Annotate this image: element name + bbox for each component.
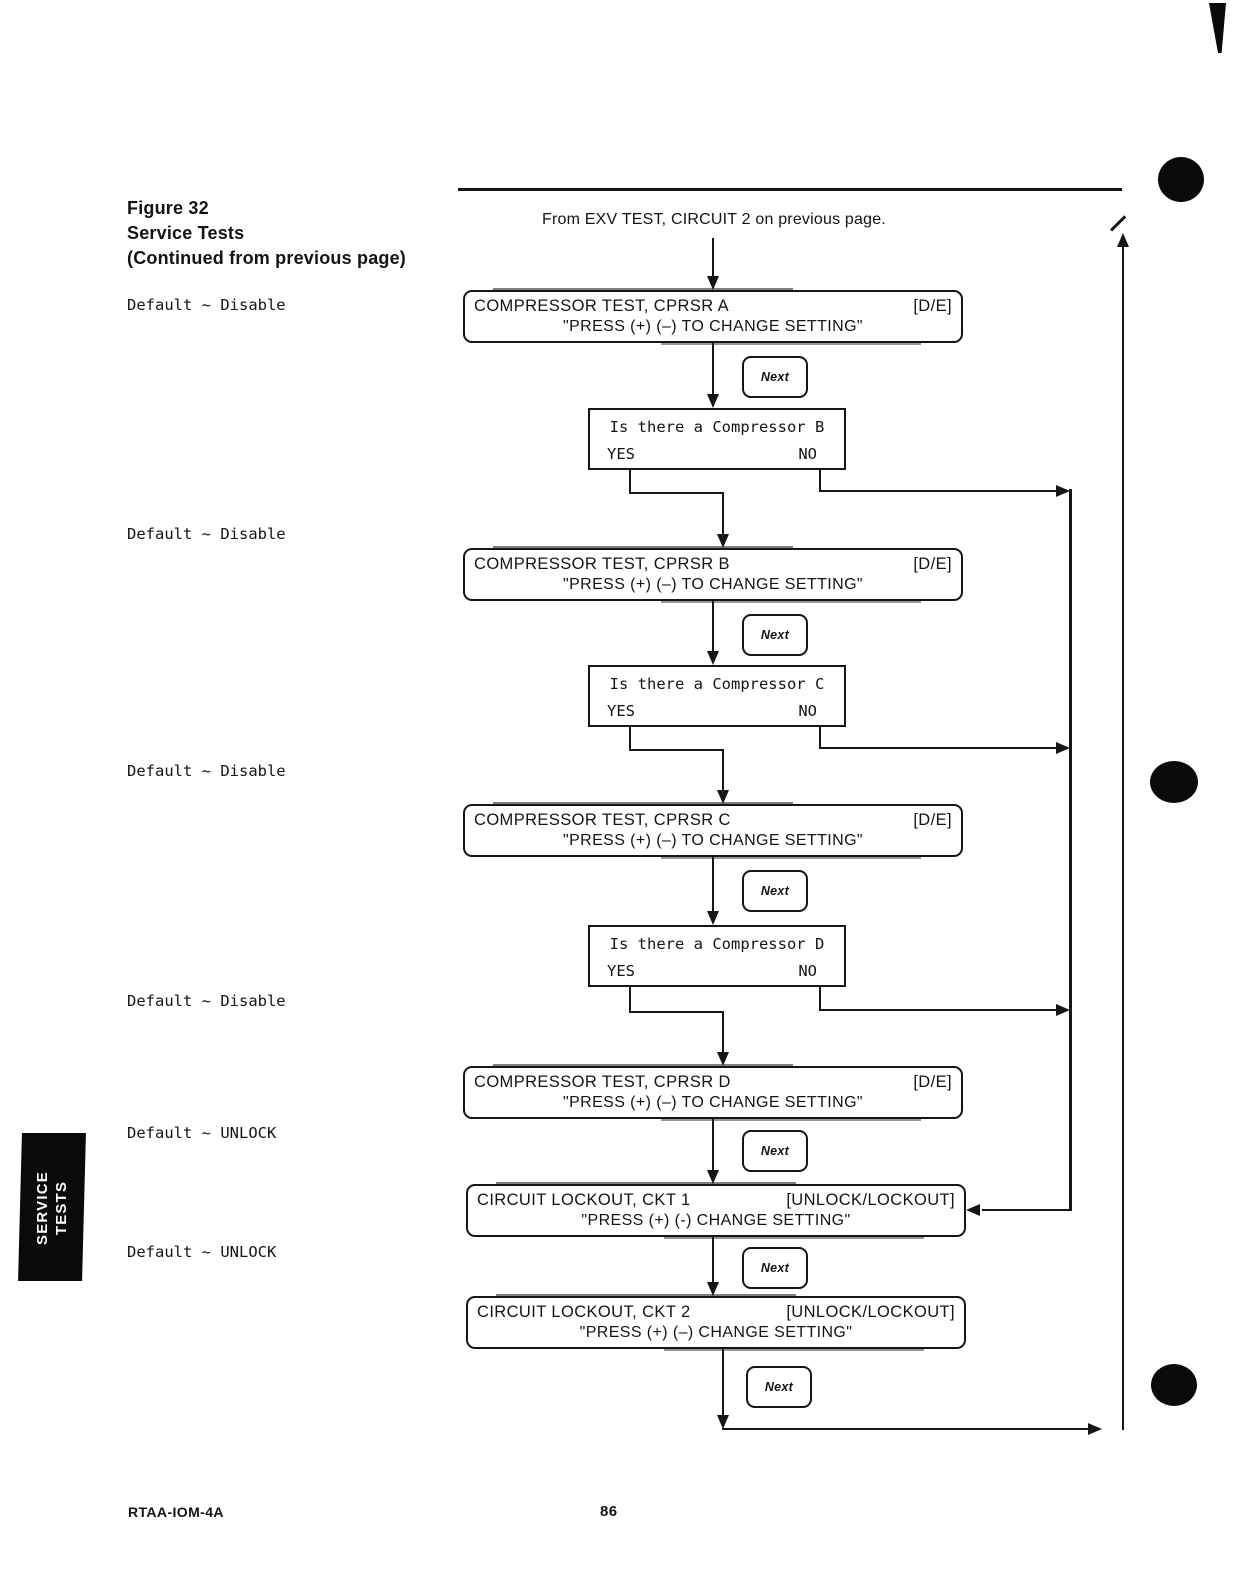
box-tag: [D/E] <box>913 811 952 829</box>
top-rule <box>458 188 1122 191</box>
box-tag: [D/E] <box>913 1073 952 1091</box>
decision-question: Is there a Compressor D <box>609 935 825 953</box>
arrow-down-icon <box>707 911 719 925</box>
box-title: COMPRESSOR TEST, CPRSR B <box>474 555 730 573</box>
box-tag: [D/E] <box>913 297 952 315</box>
scan-corner-artifact <box>1206 3 1226 53</box>
box-tag: [UNLOCK/LOCKOUT] <box>786 1191 955 1209</box>
flow-line <box>712 857 714 911</box>
binder-hole <box>1158 157 1204 202</box>
document-id: RTAA-IOM-4A <box>128 1504 224 1520</box>
arrow-right-icon <box>1088 1423 1102 1435</box>
arrow-down-icon <box>707 394 719 408</box>
box-subtitle: "PRESS (+) (–) TO CHANGE SETTING" <box>562 318 863 335</box>
box-subtitle: "PRESS (+) (–) CHANGE SETTING" <box>579 1324 853 1341</box>
no-label: NO <box>798 962 817 980</box>
flow-line <box>712 1119 714 1170</box>
yes-label: YES <box>607 445 635 463</box>
box-subtitle: "PRESS (+) (–) TO CHANGE SETTING" <box>562 1094 863 1111</box>
flow-line <box>712 343 714 395</box>
arrow-right-icon <box>1056 742 1070 754</box>
flow-line-yes <box>722 1011 724 1054</box>
flow-line-no <box>819 747 1056 749</box>
yes-label: YES <box>607 702 635 720</box>
default-label: Default ~ UNLOCK <box>127 1124 277 1142</box>
yes-label: YES <box>607 962 635 980</box>
no-label: NO <box>798 702 817 720</box>
next-key: Next <box>742 614 808 656</box>
arrow-right-icon <box>1056 485 1070 497</box>
arrow-left-icon <box>966 1204 980 1216</box>
next-key: Next <box>742 870 808 912</box>
box-title: COMPRESSOR TEST, CPRSR A <box>474 297 730 315</box>
arrow-right-icon <box>1056 1004 1070 1016</box>
arrow-up-icon <box>1117 233 1129 247</box>
arrow-down-icon <box>707 651 719 665</box>
default-label: Default ~ Disable <box>127 296 286 314</box>
default-label: Default ~ Disable <box>127 762 286 780</box>
default-label: Default ~ Disable <box>127 992 286 1010</box>
flow-line-yes <box>629 470 631 494</box>
continuation-slash <box>1110 215 1126 231</box>
box-subtitle: "PRESS (+) (–) TO CHANGE SETTING" <box>562 832 863 849</box>
flow-line <box>722 1349 724 1417</box>
display-box-ckt1 <box>466 1184 966 1237</box>
figure-subtitle: (Continued from previous page) <box>127 248 407 268</box>
display-box-cprsr-d <box>463 1066 963 1119</box>
flow-line-yes <box>722 749 724 792</box>
decision-question: Is there a Compressor C <box>609 675 825 693</box>
flow-line-no-collector <box>982 1209 1071 1211</box>
flow-line-no <box>819 470 821 492</box>
display-box-cprsr-c <box>463 804 963 857</box>
page-number: 86 <box>600 1503 618 1520</box>
flow-line-yes <box>629 987 631 1013</box>
no-label: NO <box>798 445 817 463</box>
flow-line-yes <box>629 727 631 751</box>
display-box-cprsr-b <box>463 548 963 601</box>
flow-line-no <box>819 987 821 1011</box>
flow-line <box>712 238 714 277</box>
flow-line-yes <box>722 492 724 536</box>
decision-box-compressor-b <box>588 408 846 470</box>
box-title: COMPRESSOR TEST, CPRSR C <box>474 811 731 829</box>
figure-title <box>127 196 406 271</box>
flow-line-yes <box>629 492 724 494</box>
next-key: Next <box>746 1366 812 1408</box>
service-tests-tab-label <box>22 1133 82 1283</box>
display-box-cprsr-a <box>463 290 963 343</box>
tab-line-2: TESTS <box>53 1180 70 1236</box>
box-subtitle: "PRESS (+) (–) TO CHANGE SETTING" <box>562 576 863 593</box>
flow-line <box>712 1237 714 1283</box>
next-key: Next <box>742 1130 808 1172</box>
flow-line-yes <box>629 1011 724 1013</box>
next-key: Next <box>742 1247 808 1289</box>
display-box-ckt2 <box>466 1296 966 1349</box>
decision-question: Is there a Compressor B <box>609 418 825 436</box>
box-tag: [UNLOCK/LOCKOUT] <box>786 1303 955 1321</box>
flow-line <box>712 601 714 652</box>
flow-line-exit <box>722 1428 1090 1430</box>
default-label: Default ~ UNLOCK <box>127 1243 277 1261</box>
flow-line-no <box>819 490 1056 492</box>
box-title: CIRCUIT LOCKOUT, CKT 2 <box>477 1303 691 1321</box>
figure-number: Figure 32 <box>127 198 209 218</box>
binder-hole <box>1151 1364 1197 1406</box>
box-tag: [D/E] <box>913 555 952 573</box>
flow-line-yes <box>629 749 724 751</box>
tab-line-1: SERVICE <box>34 1171 51 1245</box>
arrow-down-icon <box>717 1415 729 1429</box>
decision-box-compressor-d <box>588 925 846 987</box>
flow-line-no <box>819 727 821 749</box>
binder-hole <box>1150 761 1198 803</box>
figure-name: Service Tests <box>127 223 245 243</box>
box-subtitle: "PRESS (+) (-) CHANGE SETTING" <box>581 1212 851 1229</box>
flow-line-no-collector <box>1069 489 1072 1211</box>
flow-line-no <box>819 1009 1056 1011</box>
decision-box-compressor-c <box>588 665 846 727</box>
from-previous-page-note: From EXV TEST, CIRCUIT 2 on previous page. <box>542 211 886 228</box>
flow-line-return <box>1122 246 1124 1430</box>
default-label: Default ~ Disable <box>127 525 286 543</box>
next-key: Next <box>742 356 808 398</box>
box-title: COMPRESSOR TEST, CPRSR D <box>474 1073 731 1091</box>
box-title: CIRCUIT LOCKOUT, CKT 1 <box>477 1191 691 1209</box>
